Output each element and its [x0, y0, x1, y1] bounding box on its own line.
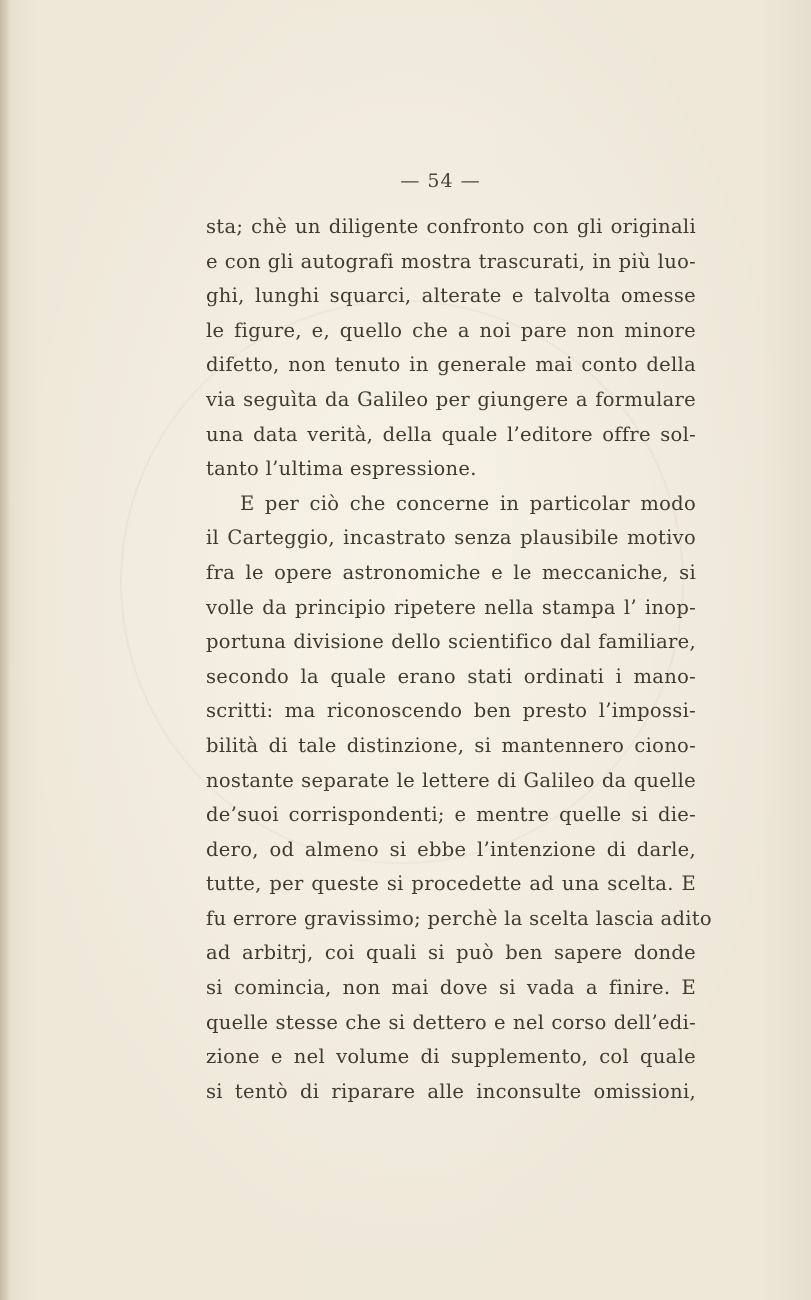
body-text	[206, 210, 712, 1109]
text-line: ad arbitrj, coi quali si può ben sapere donde	[206, 941, 696, 965]
text-line: dero, od almeno si ebbe l’intenzione di darle,	[206, 837, 696, 861]
text-line: quelle stesse che si dettero e nel corso dell’edi-	[206, 1010, 696, 1034]
text-line: zione e nel volume di supplemento, col quale	[206, 1045, 696, 1069]
text-line: bilità di tale distinzione, si mantennero ciono-	[206, 733, 696, 757]
text-line: tutte, per queste si procedette ad una scelta. E	[206, 872, 696, 896]
text-line: volle da principio ripetere nella stampa l’ inop-	[206, 595, 696, 619]
text-line: si comincia, non mai dove si vada a finire. E	[206, 976, 696, 1000]
text-line: tanto l’ultima espressione.	[206, 457, 477, 481]
page-number: — 54 —	[400, 170, 481, 192]
text-line: secondo la quale erano stati ordinati i mano-	[206, 664, 696, 688]
text-line: nostante separate le lettere di Galileo da quelle	[206, 768, 696, 792]
text-line: via seguìta da Galileo per giungere a formulare	[206, 387, 696, 411]
text-line: si tentò di riparare alle inconsulte omissioni,	[206, 1079, 696, 1103]
text-line: ghi, lunghi squarci, alterate e talvolta omesse	[206, 284, 696, 308]
text-line: una data verità, della quale l’editore offre sol-	[206, 422, 696, 446]
text-line: de’suoi corrispondenti; e mentre quelle si die-	[206, 803, 696, 827]
text-line: fra le opere astronomiche e le meccaniche, si	[206, 560, 696, 584]
text-line: difetto, non tenuto in generale mai conto della	[206, 353, 696, 377]
text-line: le figure, e, quello che a noi pare non minore	[206, 318, 696, 342]
text-line: il Carteggio, incastrato senza plausibile motivo	[206, 526, 696, 550]
text-line: e con gli autografi mostra trascurati, in più luo-	[206, 249, 696, 273]
text-line: sta; chè un diligente confronto con gli originali	[206, 215, 696, 238]
text-line: scritti: ma riconoscendo ben presto l’impossi-	[206, 699, 696, 723]
page-edge-shadow	[0, 0, 10, 1300]
text-line: fu errore gravissimo; perchè la scelta lascia adito	[206, 906, 712, 930]
text-line: E per ciò che concerne in particolar modo	[240, 491, 696, 515]
text-line: portuna divisione dello scientifico dal familiare,	[206, 630, 696, 654]
